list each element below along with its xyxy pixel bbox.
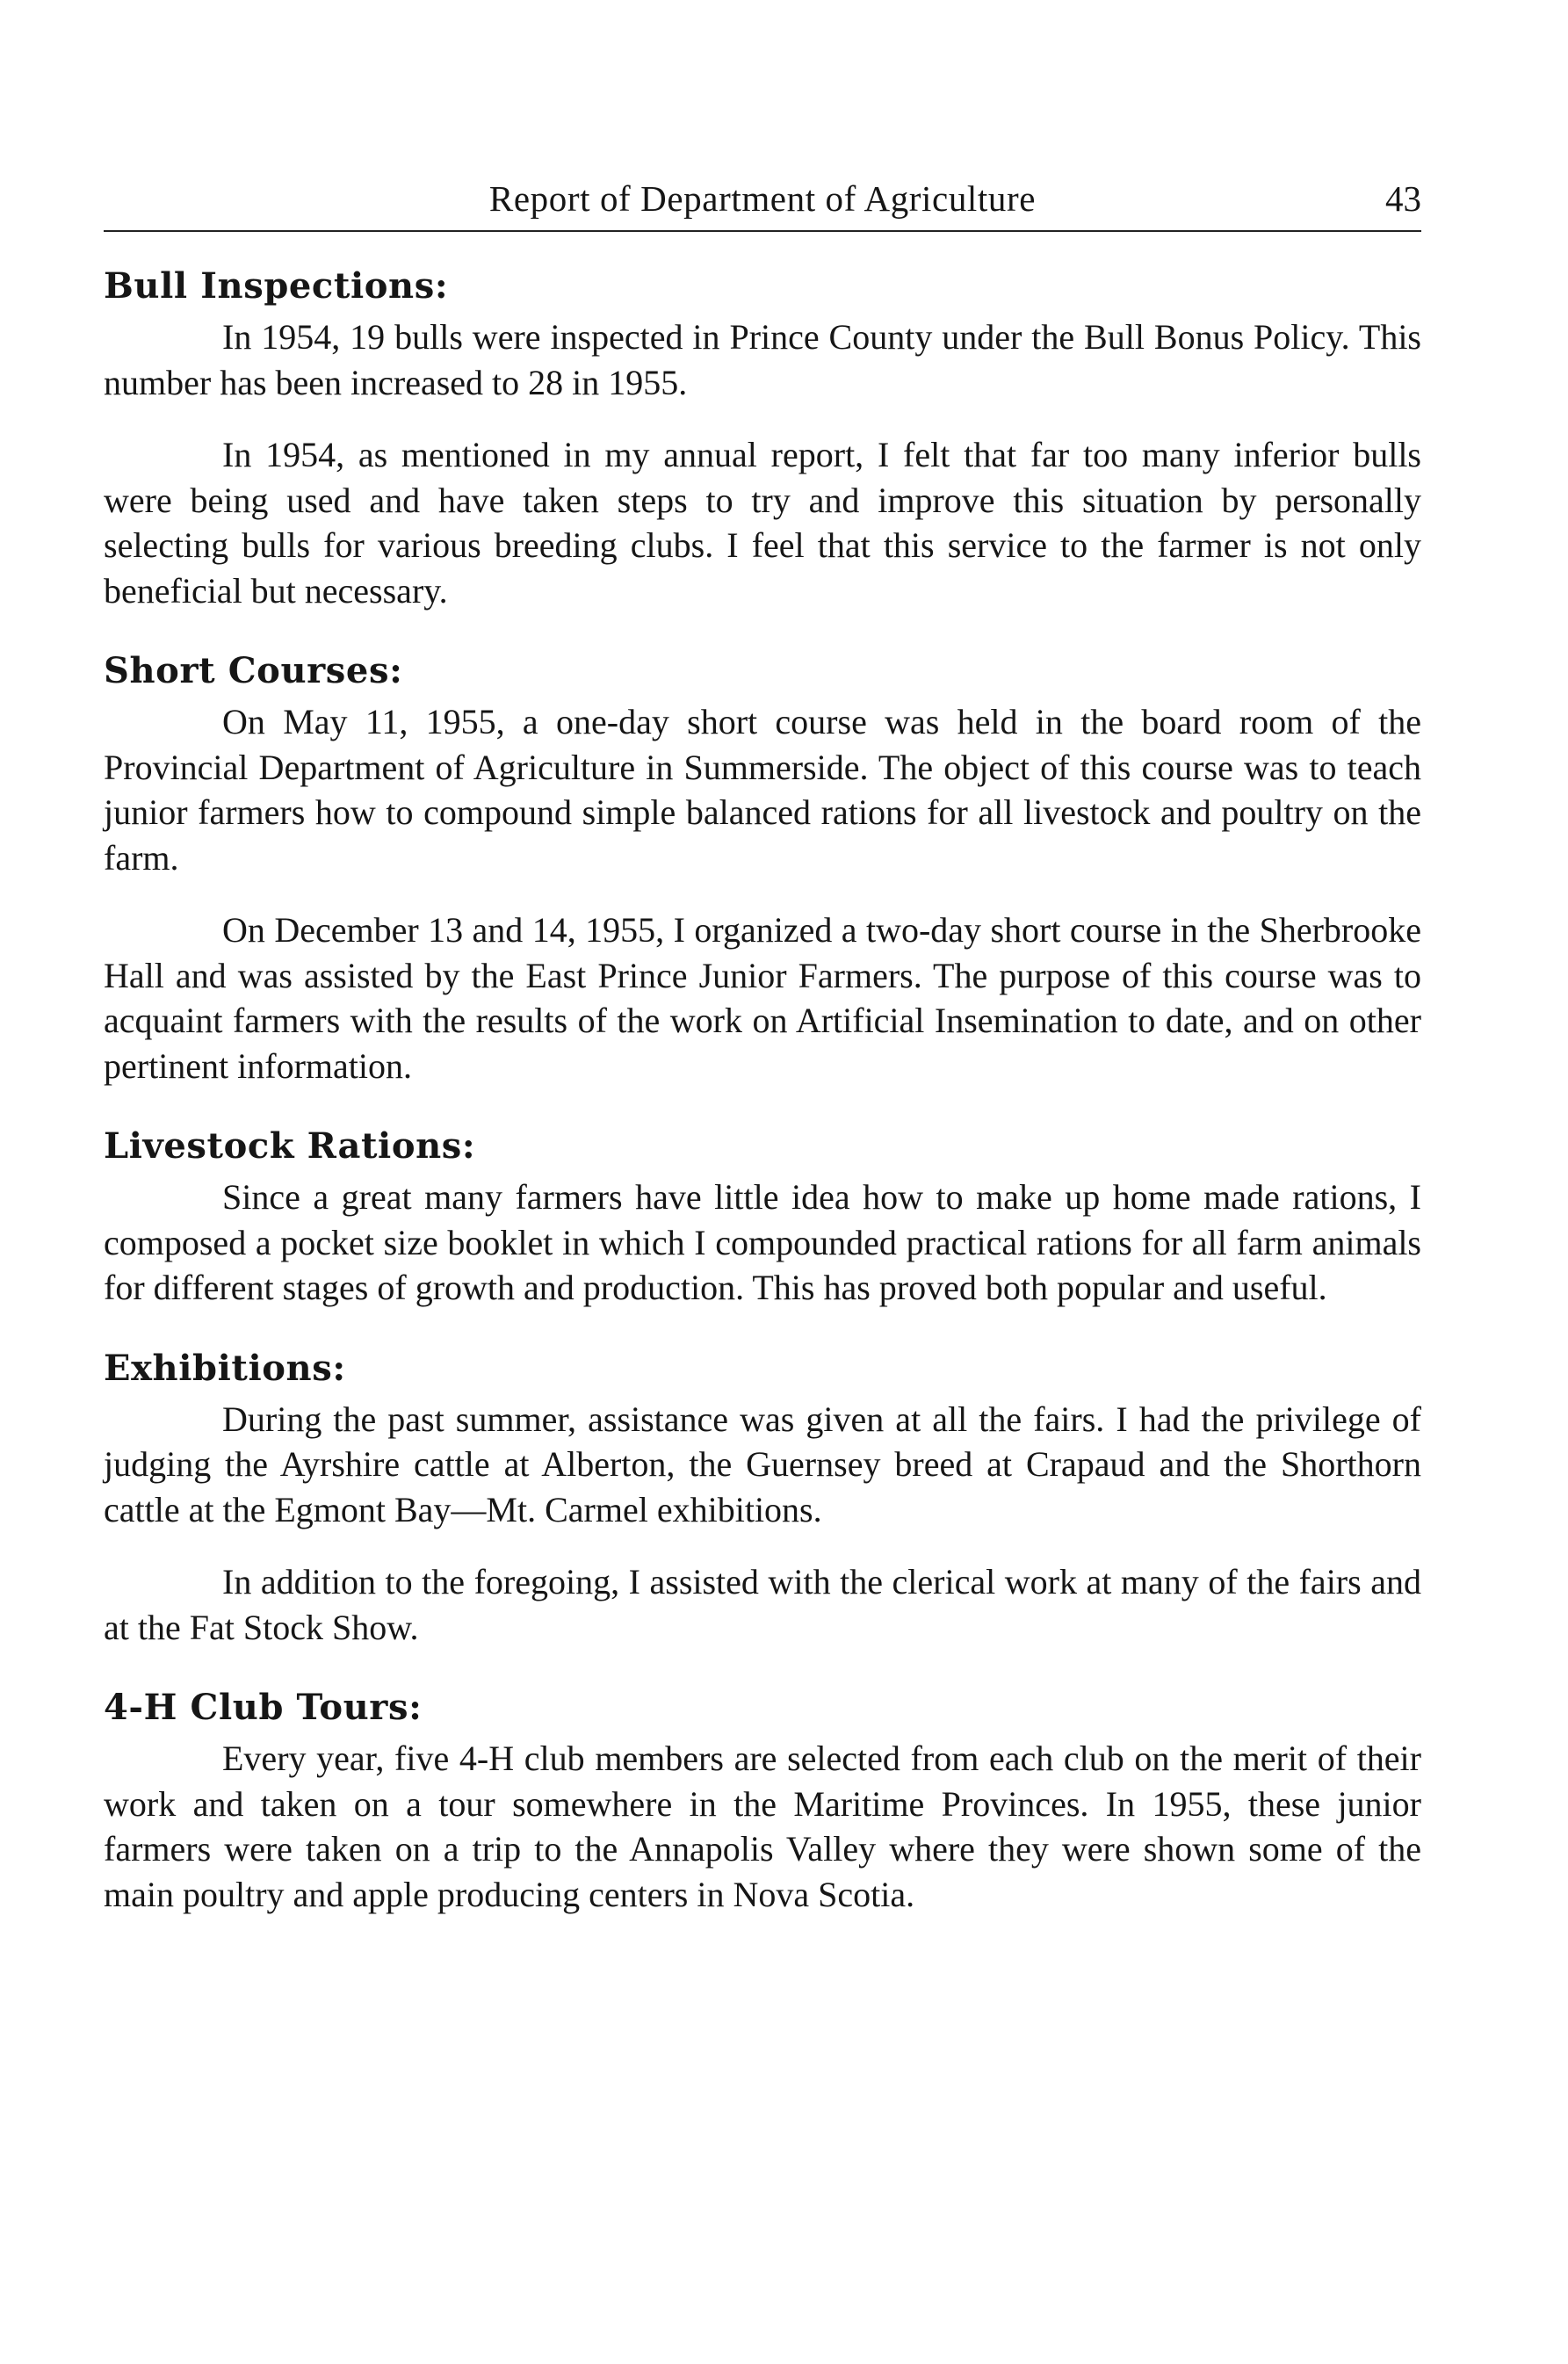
running-title: Report of Department of Agriculture — [488, 178, 1037, 219]
paragraph: During the past summer, assistance was given at all the fairs. I had the privilege of judging the Ayrshire cattle at Alberton, the Guernsey breed at Crapaud and the Shorthorn cattle at the Egmont Bay—Mt. Carmel exhibitions. — [104, 1399, 1421, 1529]
header-rule — [104, 230, 1421, 232]
section-exhibitions — [104, 1346, 1421, 1651]
paragraph: Every year, five 4-H club members are selected from each club on the merit of their work and taken on a tour somewhere in the Maritime Provinces. In 1955, these junior farmers were taken on a trip to the Annapolis Valley where they were shown some of the main poultry and apple producing centers in Nova Scotia. — [104, 1739, 1421, 1914]
paragraph: On December 13 and 14, 1955, I organized a two-day short course in the Sherbrooke Hall and was assisted by the East Prince Junior Farmers. The purpose of this course was to acquaint farmers with the results of the work on Artificial Insemination to date, and on other pertinent information. — [104, 910, 1421, 1086]
section-heading: 4-H Club Tours: — [104, 1687, 423, 1728]
section-heading: Livestock Rations: — [104, 1125, 476, 1167]
paragraph: In 1954, as mentioned in my annual report, I felt that far too many inferior bulls were being used and have taken steps to try and improve this situation by personally selecting bulls for various breeding clubs. I feel that this service to the farmer is not only beneficial but necessary. — [104, 435, 1421, 611]
page-number: 43 — [1385, 178, 1421, 219]
paragraph: In 1954, 19 bulls were inspected in Prince County under the Bull Bonus Policy. This number has been increased to 28 in 1955. — [104, 317, 1421, 402]
paragraph: On May 11, 1955, a one-day short course was held in the board room of the Provincial Department of Agriculture in Summerside. The object of this course was to teach junior farmers how to compound simple balanced rations for all livestock and poultry on the farm. — [104, 702, 1421, 878]
paragraph: In addition to the foregoing, I assisted with the clerical work at many of the fairs and at the Fat Stock Show. — [104, 1562, 1421, 1647]
section-4h-club-tours — [104, 1685, 1421, 1917]
report-body — [104, 264, 1421, 1917]
section-short-courses — [104, 648, 1421, 1088]
paragraph: Since a great many farmers have little idea how to make up home made rations, I composed a pocket size booklet in which I compounded practical rations for all farm animals for different stages of growth and production. This has proved both popular and useful. — [104, 1177, 1421, 1307]
section-bull-inspections — [104, 264, 1421, 613]
section-livestock-rations — [104, 1124, 1421, 1311]
section-heading: Bull Inspections: — [104, 265, 449, 307]
section-heading: Exhibitions: — [104, 1347, 346, 1389]
running-header — [104, 172, 1421, 234]
section-heading: Short Courses: — [104, 650, 403, 691]
